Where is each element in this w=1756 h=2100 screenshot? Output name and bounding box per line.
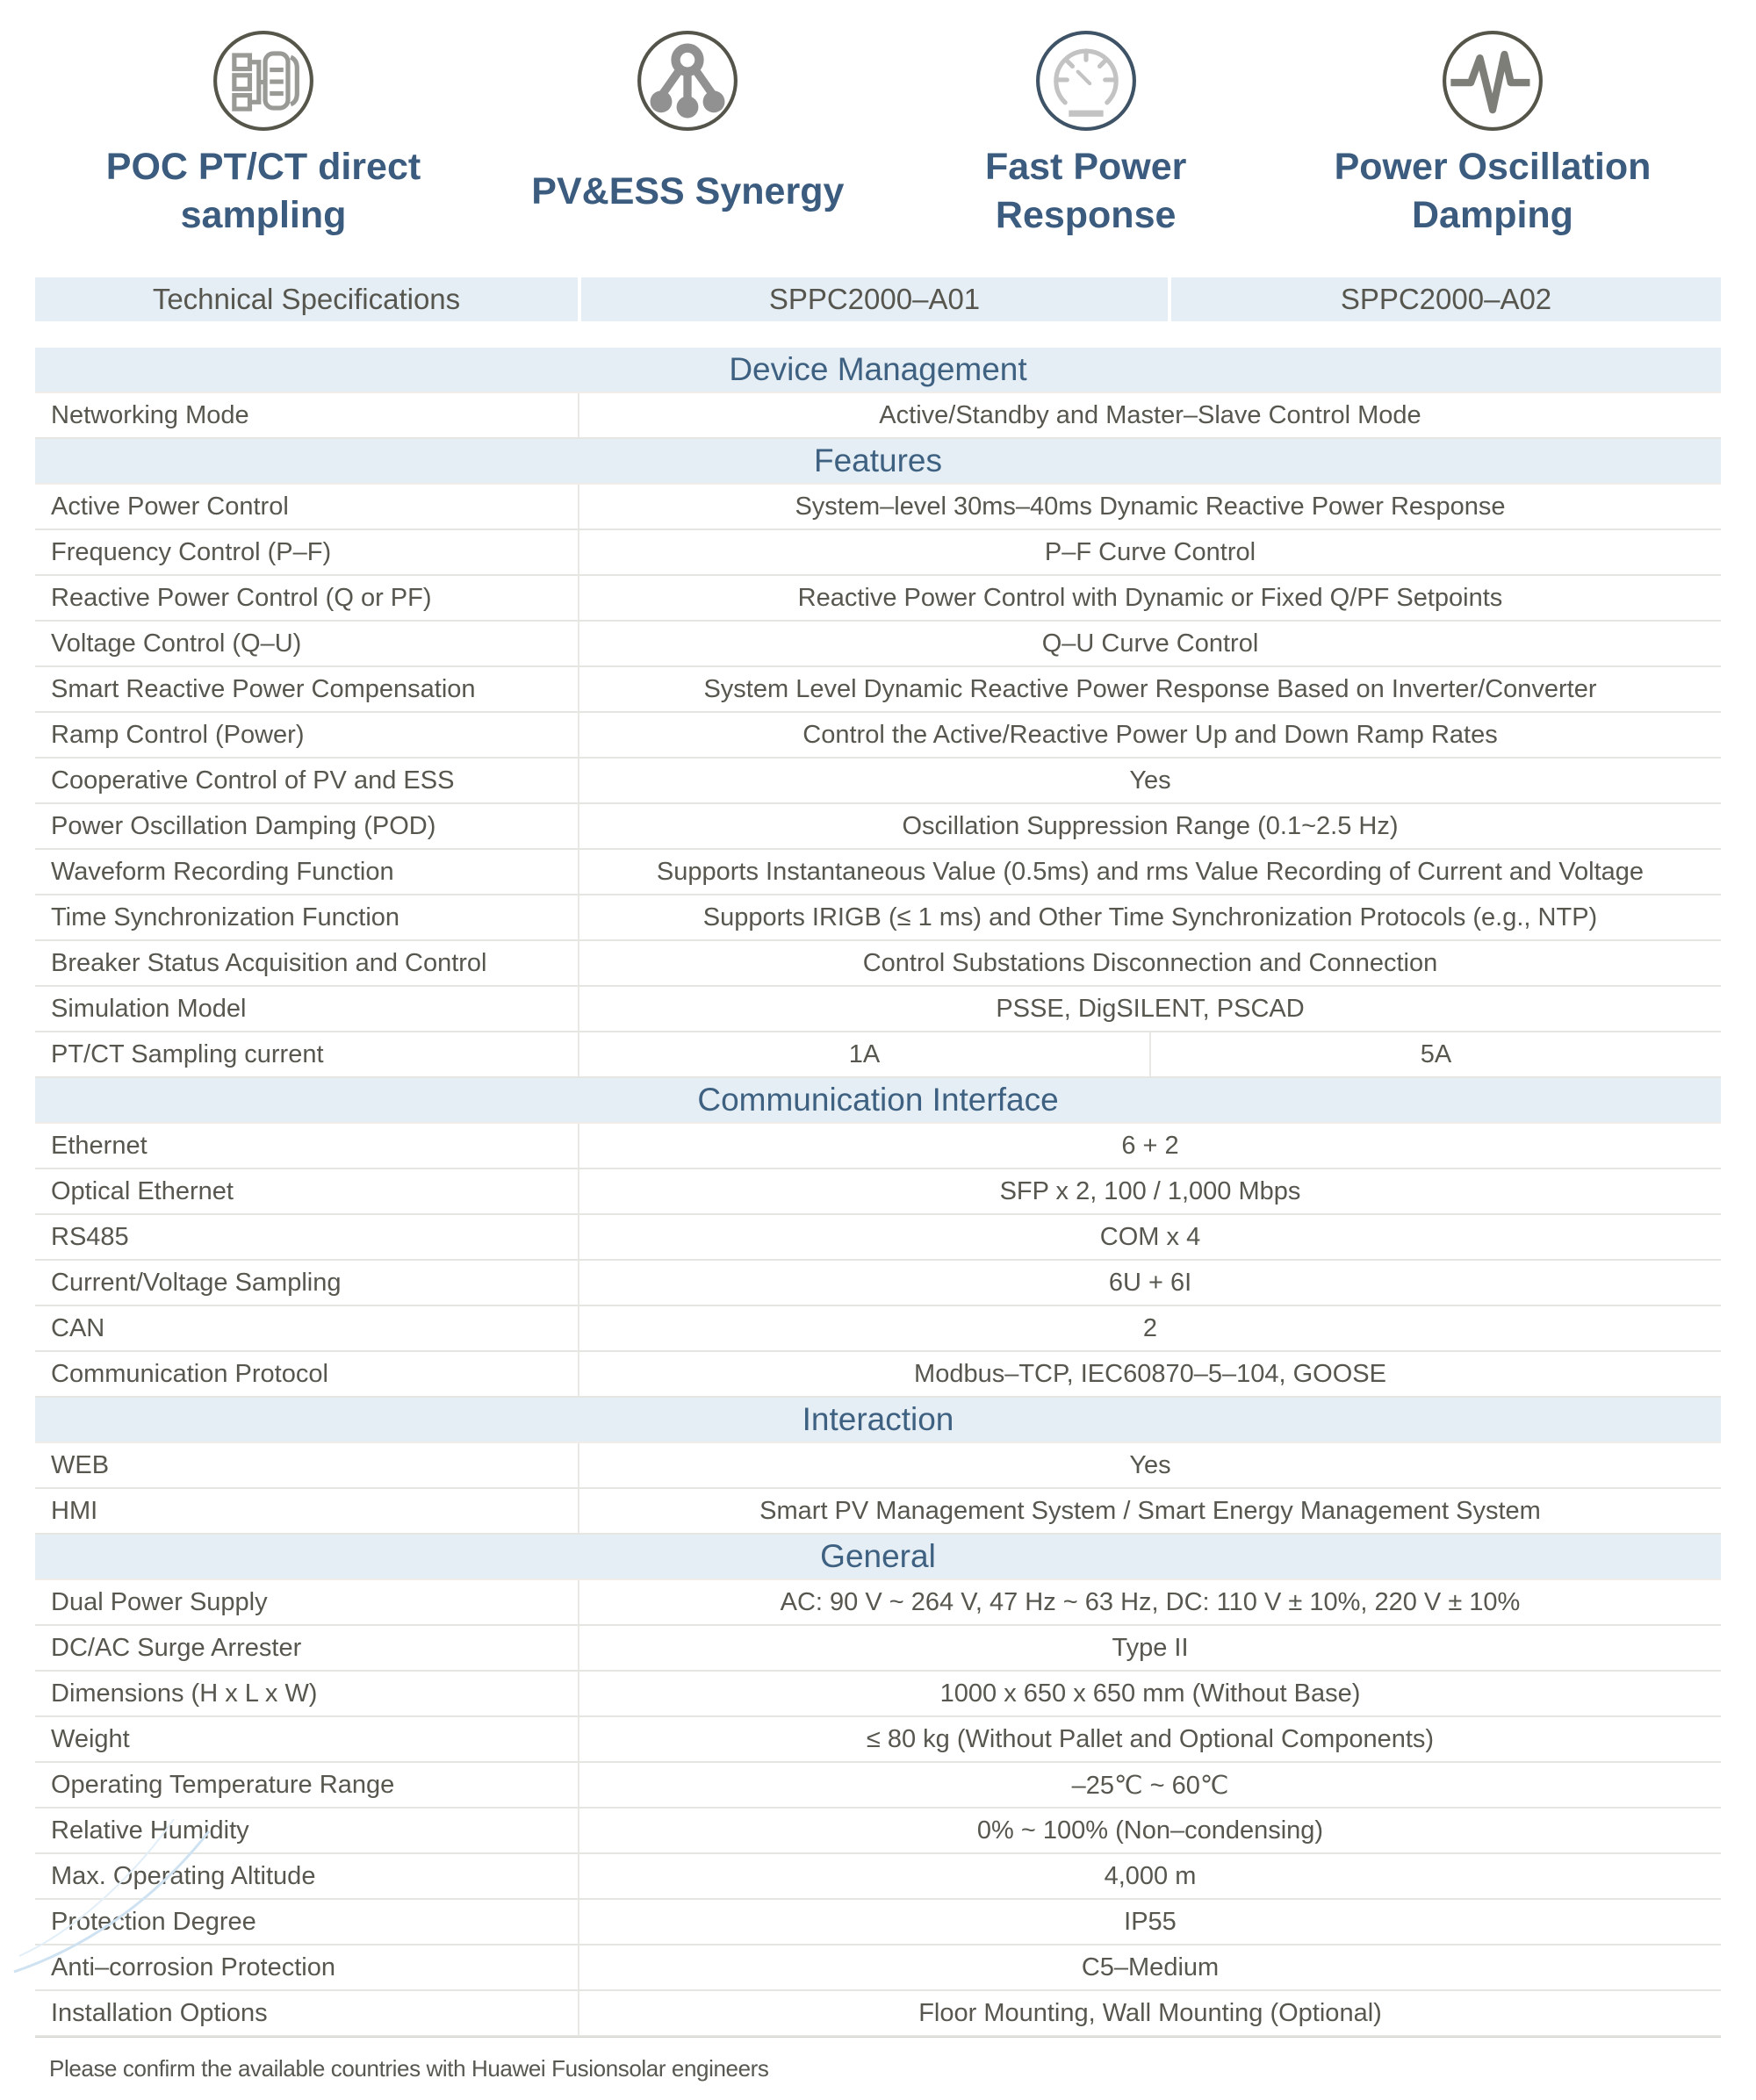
section-header: Interaction (35, 1398, 1721, 1443)
spec-row (35, 1763, 1721, 1809)
row-label: Ethernet (51, 1131, 148, 1160)
row-value: Yes (578, 759, 1721, 802)
row-value: 0% ~ 100% (Non–condensing) (578, 1809, 1721, 1852)
row-label: RS485 (51, 1222, 129, 1251)
row-value: Type II (578, 1626, 1721, 1670)
row-label: CAN (51, 1313, 105, 1342)
row-label: Time Synchronization Function (51, 903, 400, 931)
spec-row (35, 1352, 1721, 1398)
row-label: Simulation Model (51, 994, 247, 1023)
spec-table (35, 277, 1721, 2038)
feature-label: POC PT/CT direct sampling (105, 146, 421, 236)
section-header: General (35, 1535, 1721, 1580)
feature-label: Fast Power Response (984, 146, 1187, 236)
row-value: 2 (578, 1306, 1721, 1350)
spec-row (35, 1809, 1721, 1854)
row-label: Protection Degree (51, 1907, 256, 1936)
table-gap (35, 321, 1721, 348)
row-value: Yes (578, 1443, 1721, 1487)
spec-row (35, 393, 1721, 439)
row-label: Max. Operating Altitude (51, 1861, 316, 1890)
row-value: 4,000 m (578, 1854, 1721, 1898)
table-header-title: Technical Specifications (152, 283, 461, 315)
spec-row (35, 485, 1721, 530)
feature-item (53, 30, 474, 241)
row-value: P–F Curve Control (578, 530, 1721, 574)
spec-row (35, 622, 1721, 667)
spec-row (35, 1672, 1721, 1717)
row-value: System Level Dynamic Reactive Power Response Based on Inverter/Converter (578, 667, 1721, 711)
spec-row (35, 1854, 1721, 1900)
row-label: Waveform Recording Function (51, 857, 394, 886)
row-label: Anti–corrosion Protection (51, 1953, 335, 1981)
row-value: 5A (1149, 1032, 1721, 1076)
spec-row (35, 1717, 1721, 1763)
row-label: Dual Power Supply (51, 1587, 268, 1616)
pv-ess-synergy-icon (637, 30, 738, 132)
spec-row (35, 895, 1721, 941)
row-value: 1A (578, 1032, 1149, 1076)
row-value: IP55 (578, 1900, 1721, 1944)
spec-row (35, 1489, 1721, 1535)
row-label: Smart Reactive Power Compensation (51, 674, 476, 703)
row-label: Voltage Control (Q–U) (51, 629, 302, 658)
row-value: 6U + 6I (578, 1261, 1721, 1305)
row-label: Networking Mode (51, 400, 249, 429)
row-label: Weight (51, 1724, 130, 1753)
spec-row (35, 987, 1721, 1032)
features-bar (0, 0, 1756, 248)
spec-row (35, 576, 1721, 622)
row-label: Dimensions (H x L x W) (51, 1679, 318, 1708)
row-value: PSSE, DigSILENT, PSCAD (578, 987, 1721, 1031)
row-label: Operating Temperature Range (51, 1770, 395, 1799)
row-value: C5–Medium (578, 1945, 1721, 1989)
row-value: System–level 30ms–40ms Dynamic Reactive Power Response (578, 485, 1721, 529)
feature-item (1282, 30, 1703, 241)
section-header: Features (35, 439, 1721, 485)
row-value: Oscillation Suppression Range (0.1~2.5 Hz) (578, 804, 1721, 848)
spec-row (35, 1626, 1721, 1672)
row-value: Modbus–TCP, IEC60870–5–104, GOOSE (578, 1352, 1721, 1396)
poc-sampling-icon (212, 30, 314, 132)
table-header-row (35, 277, 1721, 321)
row-value: 1000 x 650 x 650 mm (Without Base) (578, 1672, 1721, 1715)
spec-row (35, 1580, 1721, 1626)
row-value: Control the Active/Reactive Power Up and Down Ramp Rates (578, 713, 1721, 757)
row-label: HMI (51, 1496, 98, 1525)
row-label: DC/AC Surge Arrester (51, 1633, 302, 1662)
row-label: Reactive Power Control (Q or PF) (51, 583, 432, 612)
spec-row (35, 1945, 1721, 1991)
table-header-model-a02: SPPC2000–A02 (1168, 277, 1721, 321)
feature-item (902, 30, 1270, 241)
row-value: Q–U Curve Control (578, 622, 1721, 665)
spec-row (35, 1261, 1721, 1306)
spec-sections (35, 348, 1721, 2038)
spec-row (35, 1443, 1721, 1489)
row-value: ≤ 80 kg (Without Pallet and Optional Components) (578, 1717, 1721, 1761)
spec-row (35, 1306, 1721, 1352)
spec-row (35, 804, 1721, 850)
spec-row (35, 1900, 1721, 1945)
row-label: Optical Ethernet (51, 1176, 234, 1205)
spec-row (35, 1991, 1721, 2037)
row-label: Current/Voltage Sampling (51, 1268, 342, 1297)
spec-row (35, 713, 1721, 759)
spec-row (35, 1169, 1721, 1215)
section-header: Device Management (35, 348, 1721, 393)
row-label: Frequency Control (P–F) (51, 537, 332, 566)
feature-label: Power Oscillation Damping (1334, 146, 1652, 236)
row-value: Supports IRIGB (≤ 1 ms) and Other Time Synchronization Protocols (e.g., NTP) (578, 895, 1721, 939)
spec-row (35, 941, 1721, 987)
row-value: Control Substations Disconnection and Connection (578, 941, 1721, 985)
spec-row (35, 530, 1721, 576)
row-label: WEB (51, 1450, 110, 1479)
fast-gauge-icon (1035, 30, 1137, 132)
spec-row (35, 1124, 1721, 1169)
row-label: Installation Options (51, 1998, 268, 2027)
spec-row (35, 1032, 1721, 1078)
row-value: 6 + 2 (578, 1124, 1721, 1168)
spec-row (35, 759, 1721, 804)
row-value: Floor Mounting, Wall Mounting (Optional) (578, 1991, 1721, 2035)
row-label: Cooperative Control of PV and ESS (51, 766, 455, 795)
row-value: Reactive Power Control with Dynamic or Fixed Q/PF Setpoints (578, 576, 1721, 620)
feature-item (486, 30, 889, 241)
row-value: SFP x 2, 100 / 1,000 Mbps (578, 1169, 1721, 1213)
spec-row (35, 1215, 1721, 1261)
row-label: PT/CT Sampling current (51, 1039, 324, 1068)
row-label: Breaker Status Acquisition and Control (51, 948, 487, 977)
row-label: Communication Protocol (51, 1359, 328, 1388)
row-value: AC: 90 V ~ 264 V, 47 Hz ~ 63 Hz, DC: 110 V ± 10%, 220 V ± 10% (578, 1580, 1721, 1624)
row-label: Relative Humidity (51, 1816, 249, 1845)
row-value: COM x 4 (578, 1215, 1721, 1259)
spec-row (35, 667, 1721, 713)
row-value: Active/Standby and Master–Slave Control Mode (578, 393, 1721, 437)
section-header: Communication Interface (35, 1078, 1721, 1124)
row-value: Supports Instantaneous Value (0.5ms) and rms Value Recording of Current and Voltage (578, 850, 1721, 894)
footnote: Please confirm the available countries with Huawei Fusionsolar engineers (49, 2055, 769, 2082)
row-value: –25℃ ~ 60℃ (578, 1763, 1721, 1807)
row-label: Power Oscillation Damping (POD) (51, 811, 436, 840)
feature-label: PV&ESS Synergy (531, 169, 845, 212)
row-label: Active Power Control (51, 492, 289, 521)
spec-row (35, 850, 1721, 895)
table-header-model-a01: SPPC2000–A01 (578, 277, 1168, 321)
row-label: Ramp Control (Power) (51, 720, 305, 749)
oscillation-pulse-icon (1442, 30, 1544, 132)
row-value: Smart PV Management System / Smart Energy Management System (578, 1489, 1721, 1533)
